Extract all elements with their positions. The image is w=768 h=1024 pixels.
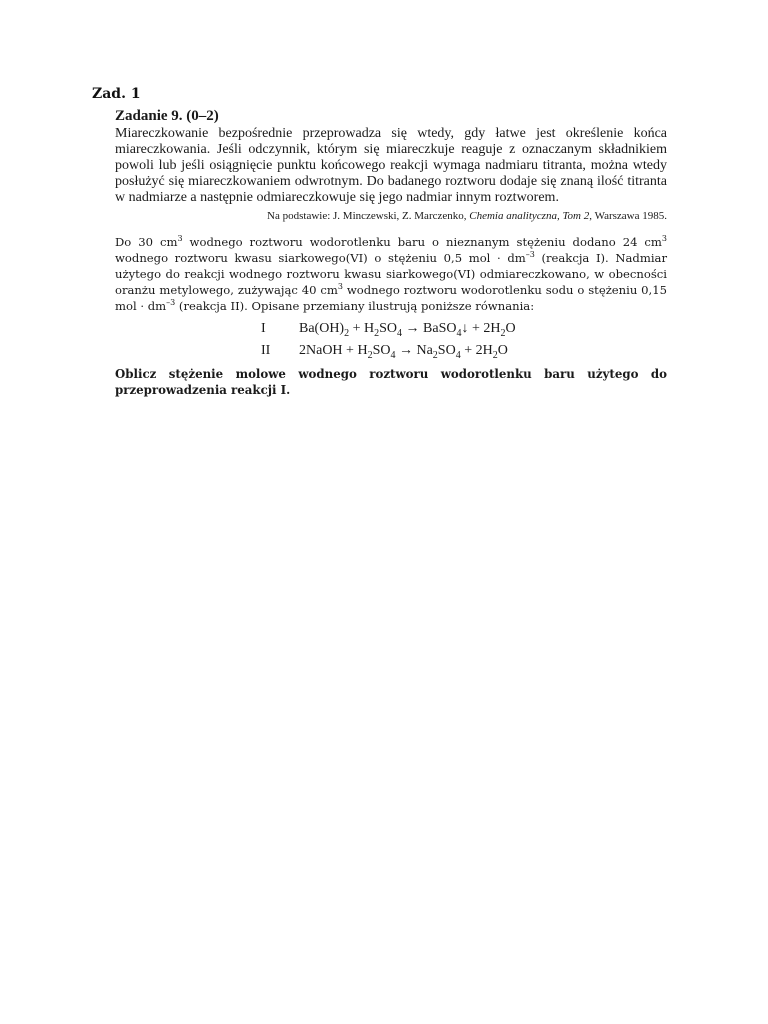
equation-number: II <box>261 343 271 358</box>
superscript: 3 <box>337 282 343 292</box>
superscript: –3 <box>525 250 535 260</box>
problem-text: wodnego roztworu kwasu siarkowego(VI) o stężeniu 0,5 mol · dm <box>115 251 526 265</box>
source-suffix: , Warszawa 1985. <box>589 210 667 222</box>
source-title: Chemia analityczna, Tom 2 <box>469 210 590 222</box>
problem-text: Do 30 cm <box>115 235 178 249</box>
problem-text: (reakcja I). Nadmiar użytego do reakcji wodnego roztworu kwasu siarkowego(VI) odmiareczkowano, w obecności oranżu metylowego, zużywając 40 cm <box>115 251 668 297</box>
problem-statement <box>115 234 667 314</box>
equation-text: 2NaOH + $H_2SO_4 \to Na_2SO_4 + 2H_2O$ <box>299 343 508 361</box>
equations-block <box>261 318 667 362</box>
task-instruction: Oblicz stężenie molowe wodnego roztworu wodorotlenku baru użytego do przeprowadzenia reakcji I. <box>115 367 667 397</box>
problem-text: wodnego roztworu wodorotlenku sodu o stężeniu 0,15 mol · dm <box>115 283 667 313</box>
exercise-label: Zad. 1 <box>92 86 141 102</box>
equation-row-2 <box>261 340 667 362</box>
superscript: 3 <box>661 234 668 244</box>
equation-row-1 <box>261 318 667 340</box>
problem-text: wodnego roztworu wodorotlenku baru o nieznanym stężeniu dodano 24 cm <box>182 235 662 249</box>
source-citation <box>115 208 667 224</box>
superscript: –3 <box>166 298 176 308</box>
problem-text: (reakcja II). Opisane przemiany ilustrują poniższe równania: <box>175 299 535 313</box>
source-prefix: Na podstawie: J. Minczewski, Z. Marczenko, <box>267 210 470 222</box>
equation-number: I <box>261 321 266 336</box>
task-title: Zadanie 9. (0–2) <box>115 108 219 124</box>
task-content <box>115 108 667 398</box>
equation-text: $Ba(OH)_2 + H_2SO_4$ → BaSO$_4$↓ + $2H_2O$ <box>299 321 516 339</box>
superscript: 3 <box>177 234 183 244</box>
task-intro: Miareczkowanie bezpośrednie przeprowadza się wtedy, gdy łatwe jest określenie końca miareczkowania. Jeśli odczynnik, którym się miareczkuje reaguje z oznaczanym składnikiem powoli lub jeśli osiągnięcie punktu końcowego reakcji wymaga nadmiaru titranta, można wtedy posłużyć się miareczkowaniem odwrotnym. Do badanego roztworu dodaje się znaną ilość titranta w nadmiarze a następnie odmiareczkowuje się jego nadmiar innym roztworem. <box>115 126 667 205</box>
